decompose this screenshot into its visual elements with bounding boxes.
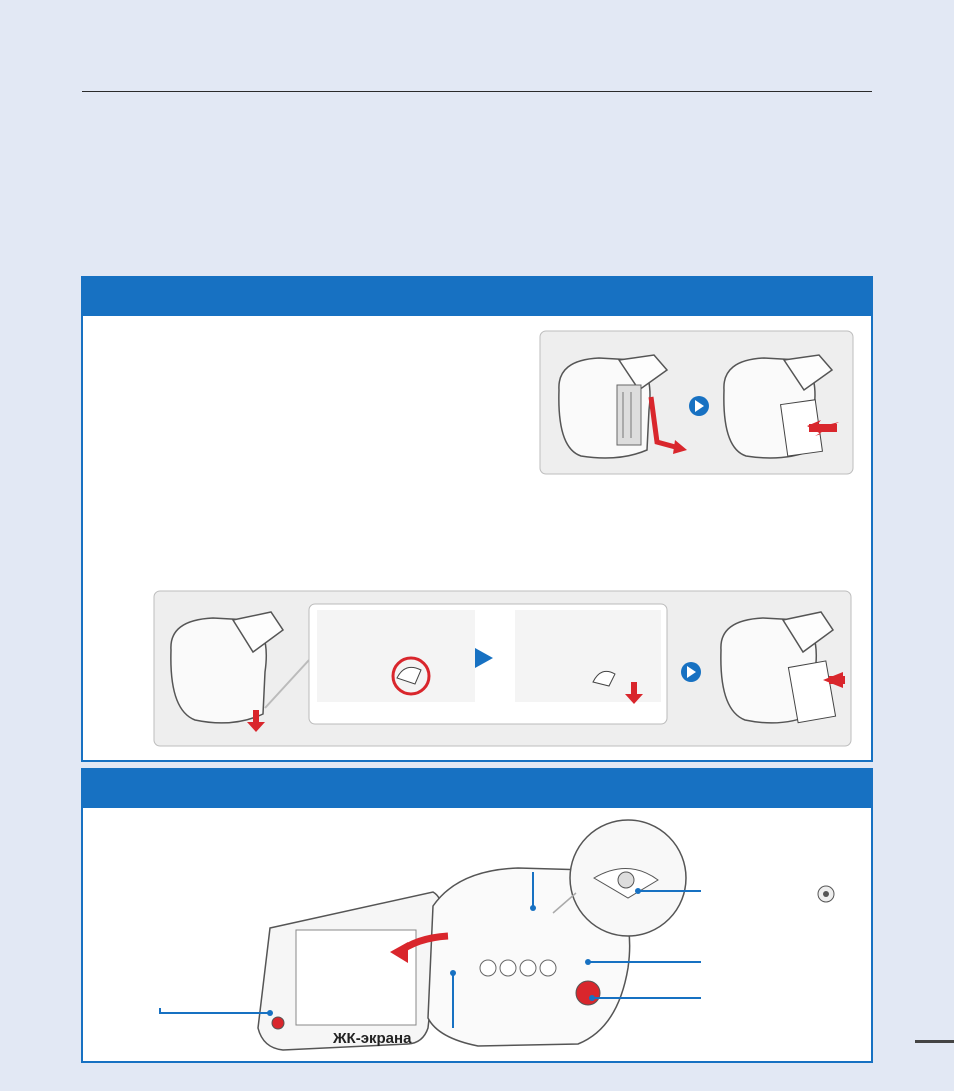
section-header-bar xyxy=(83,278,871,316)
arrow-right-circle-icon xyxy=(681,662,701,682)
card-insert-illustration xyxy=(539,330,855,476)
lcd-label: ЖК-экрана xyxy=(333,1030,412,1047)
card-release-illustration xyxy=(153,590,853,748)
card-instructions-section xyxy=(81,276,873,762)
section-header-bar xyxy=(83,770,871,808)
page-number-mark xyxy=(915,1040,954,1043)
camera-parts-illustration xyxy=(158,818,848,1062)
camera-card-insert xyxy=(724,355,832,458)
camera-button-icon xyxy=(818,886,834,902)
top-rule xyxy=(82,91,872,92)
arrow-right-circle-icon xyxy=(689,396,709,416)
camera-parts-section xyxy=(81,768,873,1063)
